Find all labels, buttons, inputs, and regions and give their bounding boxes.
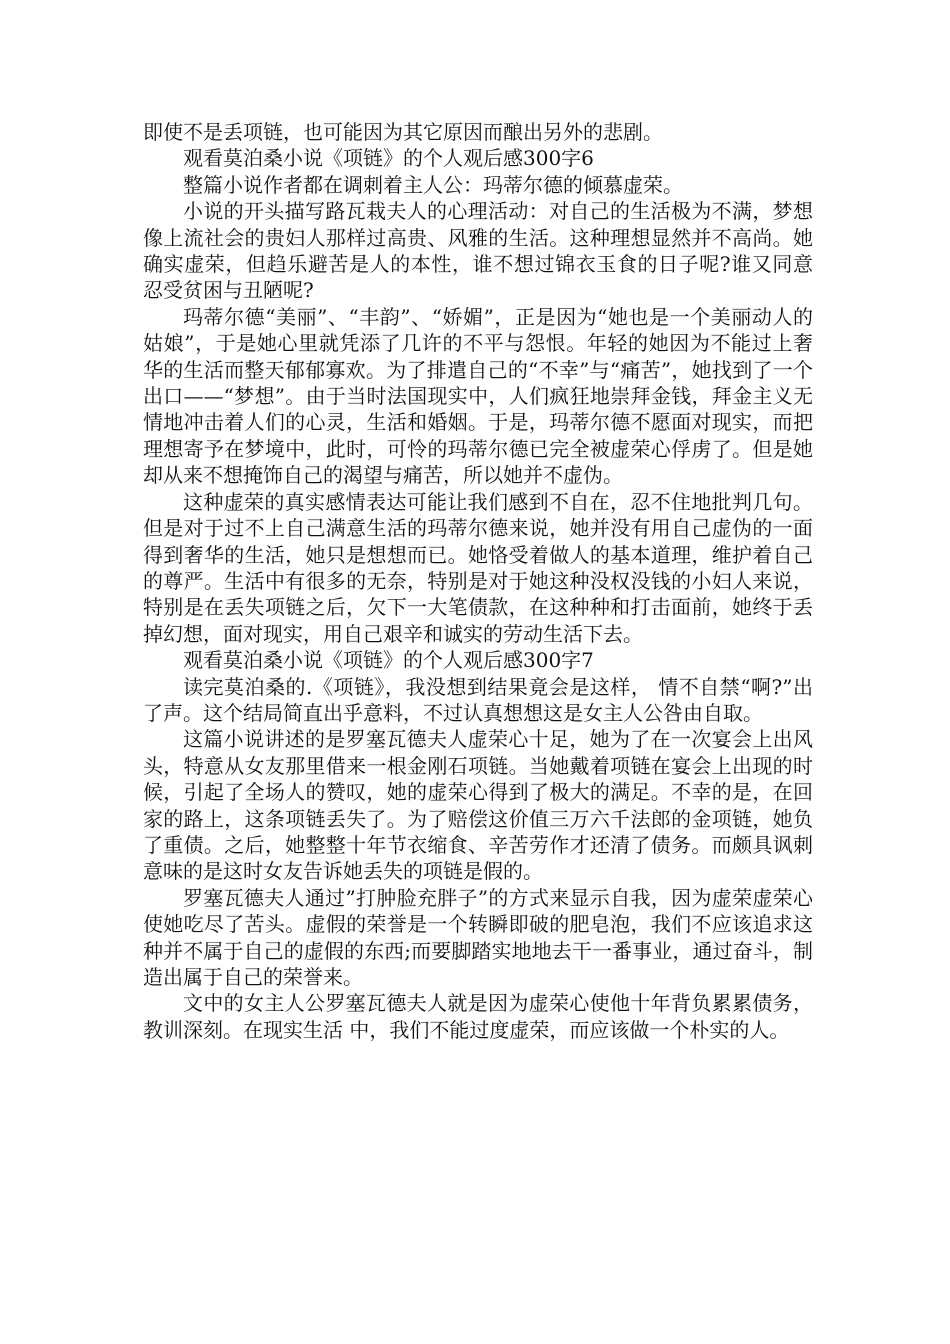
paragraph: 整篇小说作者都在调刺着主人公：玛蒂尔德的倾慕虚荣。 bbox=[183, 172, 683, 197]
paragraph: 玛蒂尔德“美丽”、“丰韵”、“娇媚”，正是因为“她也是一个美丽动人的姑娘”，于是她心里就凭添了几许的不平与怨恨。年轻的她因为不能过上奢华的生活而整天郁郁寡欢。为了排遣自己的“不幸”与“痛苦”，她找到了一个出口——“梦想”。由于当时法国现实中，人们疯狂地崇拜金钱，拜金主义无情地冲击着人们的心灵，生活和婚姻。于是，玛蒂尔德不愿面对现实，而把理想寄予在梦境中，此时，可怜的玛蒂尔德已完全被虚荣心俘虏了。但是她却从来不想掩饰自己的渴望与痛苦，所以她并不虚伪。 bbox=[143, 304, 813, 488]
paragraph: 这篇小说讲述的是罗塞瓦德夫人虚荣心十足，她为了在一次宴会上出风头，特意从女友那里借来一根金刚石项链。当她戴着项链在宴会上出现的时候，引起了全场人的赞叹，她的虚荣心得到了极大的满足。不幸的是，在回家的路上，这条项链丢失了。为了赔偿这价值三万六千法郎的金项链，她负了重债。之后，她整整十年节衣缩食、辛苦劳作才还清了债务。而颇具讽刺意味的是这时女友告诉她丢失的项链是假的。 bbox=[143, 727, 813, 884]
document-body bbox=[143, 119, 813, 1043]
paragraph: 小说的开头描写路瓦栽夫人的心理活动：对自己的生活极为不满，梦想像上流社会的贵妇人那样过高贵、风雅的生活。这种理想显然并不高尚。她确实虚荣，但趋乐避苦是人的本性，谁不想过锦衣玉食的日子呢?谁又同意忍受贫困与丑陋呢? bbox=[143, 199, 813, 303]
paragraph: 罗塞瓦德夫人通过”打肿脸充胖子”的方式来显示自我，因为虚荣虚荣心使她吃尽了苦头。虚假的荣誉是一个转瞬即破的肥皂泡，我们不应该追求这种并不属于自己的虚假的东西;而要脚踏实地地去干一番事业，通过奋斗，制造出属于自己的荣誉来。 bbox=[143, 885, 813, 989]
paragraph: 这种虚荣的真实感情表达可能让我们感到不自在，忍不住地批判几句。但是对于过不上自己满意生活的玛蒂尔德来说，她并没有用自己虚伪的一面得到奢华的生活，她只是想想而已。她恪受着做人的基本道理，维护着自己的尊严。生活中有很多的无奈，特别是对于她这种没权没钱的小妇人来说，特别是在丢失项链之后，欠下一大笔债款，在这种种和打击面前，她终于丢掉幻想，面对现实，用自己艰辛和诚实的劳动生活下去。 bbox=[143, 489, 813, 646]
paragraph: 读完莫泊桑的.《项链》，我没想到结果竟会是这样， 情不自禁“啊?”出了声。这个结局简直出乎意料，不过认真想想这是女主人公咎由自取。 bbox=[143, 674, 813, 725]
paragraph: 即使不是丢项链，也可能因为其它原因而酿出另外的悲剧。 bbox=[143, 120, 663, 144]
paragraph: 文中的女主人公罗塞瓦德夫人就是因为虚荣心使他十年背负累累债务，教训深刻。在现实生活 中，我们不能过度虚荣，而应该做一个朴实的人。 bbox=[143, 991, 813, 1042]
section-heading: 观看莫泊桑小说《项链》的个人观后感300字7 bbox=[183, 648, 594, 673]
section-heading: 观看莫泊桑小说《项链》的个人观后感300字6 bbox=[183, 146, 594, 171]
